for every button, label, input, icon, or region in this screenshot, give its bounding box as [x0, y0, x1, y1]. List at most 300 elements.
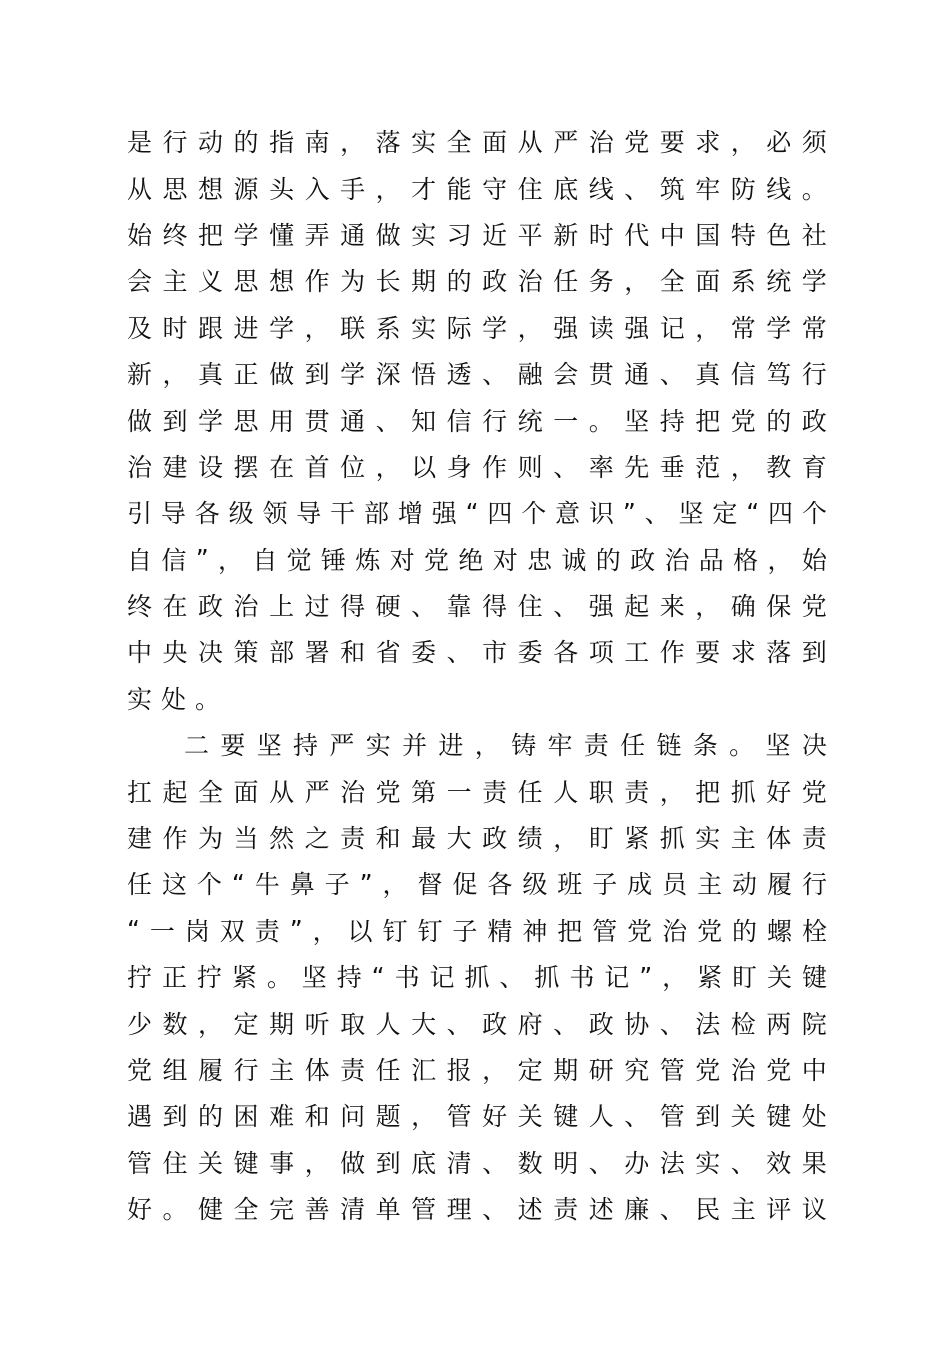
text-glyph: 治	[664, 545, 690, 575]
text-glyph: 党	[624, 128, 650, 158]
text-glyph: 署	[304, 638, 330, 668]
text-glyph: 持	[659, 406, 685, 436]
text-glyph: 联	[340, 313, 366, 343]
text-glyph: 须	[801, 128, 827, 158]
text-glyph: ”	[622, 497, 636, 527]
text-glyph: 领	[262, 499, 288, 529]
text-glyph: 、	[375, 406, 401, 436]
text-glyph: 能	[446, 174, 472, 204]
text-glyph: 想	[198, 174, 224, 204]
text-glyph: 治	[730, 1056, 756, 1085]
text-glyph: ，	[659, 777, 685, 807]
text-glyph: 责	[340, 1056, 366, 1085]
text-glyph: 坚	[765, 731, 791, 761]
text-glyph: 办	[624, 1148, 650, 1178]
text-glyph: 研	[588, 1056, 614, 1085]
text-glyph: 设	[198, 452, 224, 482]
text-line	[127, 999, 827, 1045]
text-line	[127, 675, 827, 721]
text-glyph: ，	[553, 824, 579, 854]
text-glyph: 关	[730, 1102, 756, 1132]
text-glyph: ，	[474, 731, 500, 761]
text-glyph: 定	[517, 1056, 543, 1085]
text-glyph: 。	[729, 731, 755, 761]
text-glyph: 知	[411, 406, 437, 436]
text-glyph: 责	[254, 916, 280, 946]
text-glyph: 格	[733, 545, 759, 575]
text-glyph: 确	[730, 592, 756, 622]
text-glyph: 和	[340, 638, 366, 668]
text-glyph: 平	[517, 220, 543, 250]
text-glyph: 神	[522, 916, 548, 946]
text-glyph: 书	[569, 963, 595, 993]
text-glyph: 指	[269, 128, 295, 158]
text-glyph: 政	[630, 545, 656, 575]
text-glyph: 理	[446, 1195, 472, 1225]
text-line	[127, 953, 827, 999]
text-glyph: 双	[219, 916, 245, 946]
text-glyph: ，	[767, 545, 793, 575]
text-glyph: 上	[269, 592, 295, 622]
text-glyph: 作	[162, 824, 188, 854]
text-glyph: 靠	[446, 592, 472, 622]
text-glyph: 得	[340, 592, 366, 622]
text-glyph: 铸	[511, 731, 537, 761]
text-glyph: 牢	[547, 731, 573, 761]
text-line	[127, 1185, 827, 1231]
text-glyph: ，	[217, 545, 243, 575]
text-glyph: 实	[695, 824, 721, 854]
text-glyph: 求	[695, 128, 721, 158]
text-glyph: 央	[162, 638, 188, 668]
text-line	[127, 582, 827, 628]
text-glyph: 治	[517, 267, 543, 297]
text-glyph: 首	[304, 452, 330, 482]
text-glyph: 责	[553, 1195, 579, 1225]
text-glyph: ，	[304, 313, 330, 343]
text-glyph: 清	[340, 1195, 366, 1225]
text-glyph: 先	[624, 452, 650, 482]
text-glyph: 党	[801, 777, 827, 807]
text-glyph: 、	[499, 963, 525, 993]
text-glyph: 的	[732, 916, 758, 946]
text-glyph: “	[371, 961, 385, 991]
text-line	[127, 536, 827, 582]
document-body	[127, 118, 827, 1231]
text-glyph: 健	[198, 1195, 224, 1225]
text-glyph: 关	[198, 1148, 224, 1178]
text-glyph: 明	[553, 1148, 579, 1178]
text-glyph: 面	[233, 777, 259, 807]
text-glyph: 任	[553, 267, 579, 297]
text-glyph: 盯	[588, 824, 614, 854]
text-glyph: 信	[730, 360, 756, 390]
text-glyph: 学	[198, 406, 224, 436]
text-glyph: 遇	[127, 1102, 153, 1132]
text-glyph: 主	[269, 1056, 295, 1085]
text-line	[127, 164, 827, 210]
text-glyph: 职	[588, 777, 614, 807]
text-glyph: 。	[162, 1195, 188, 1225]
paragraph-first-line	[127, 721, 827, 767]
text-glyph: 主	[730, 1195, 756, 1225]
text-glyph: 、	[624, 1102, 650, 1132]
text-glyph: 绝	[458, 545, 484, 575]
text-glyph: 中	[659, 220, 685, 250]
text-glyph: 做	[127, 406, 153, 436]
text-glyph: 盯	[732, 963, 758, 993]
text-glyph: ，	[695, 313, 721, 343]
text-line	[127, 814, 827, 860]
text-glyph: 。	[195, 684, 221, 714]
text-glyph: 到	[695, 1102, 721, 1132]
text-glyph: 坚	[678, 499, 704, 529]
text-glyph: 要	[220, 731, 246, 761]
text-glyph: 跟	[198, 313, 224, 343]
text-glyph: 正	[233, 360, 259, 390]
text-glyph: 市	[482, 638, 508, 668]
text-glyph: 终	[162, 220, 188, 250]
text-glyph: 必	[766, 128, 792, 158]
text-glyph: 思	[233, 406, 259, 436]
text-glyph: 期	[553, 1056, 579, 1085]
text-glyph: 委	[411, 638, 437, 668]
text-glyph: 学	[482, 313, 508, 343]
text-glyph: 自	[252, 545, 278, 575]
text-glyph: 、	[553, 1009, 579, 1039]
text-glyph: ，	[312, 916, 338, 946]
text-glyph: 增	[397, 499, 423, 529]
text-glyph: 炼	[355, 545, 381, 575]
text-glyph: 责	[583, 731, 609, 761]
text-glyph: 面	[482, 128, 508, 158]
text-glyph: 抓	[730, 777, 756, 807]
text-glyph: 管	[446, 1102, 472, 1132]
text-glyph: 的	[198, 1102, 224, 1132]
text-line	[127, 489, 827, 535]
text-glyph: 干	[330, 499, 356, 529]
text-glyph: 意	[555, 499, 581, 529]
text-line	[127, 304, 827, 350]
text-glyph: 果	[801, 1148, 827, 1178]
text-glyph: 记	[429, 963, 455, 993]
text-glyph: 法	[659, 1148, 685, 1178]
text-glyph: ”	[289, 915, 303, 945]
text-glyph: 、	[553, 452, 579, 482]
text-line	[127, 118, 827, 164]
text-glyph: 坚	[256, 731, 282, 761]
text-glyph: 作	[659, 638, 685, 668]
text-glyph: 政	[482, 267, 508, 297]
text-glyph: 期	[269, 1009, 295, 1039]
text-glyph: 取	[340, 1009, 366, 1039]
text-glyph: 头	[269, 174, 295, 204]
text-glyph: 实	[695, 1148, 721, 1178]
text-glyph: 筑	[659, 174, 685, 204]
text-glyph: 级	[522, 870, 548, 900]
text-glyph: 真	[198, 360, 224, 390]
text-glyph: 时	[588, 220, 614, 250]
text-glyph: 近	[482, 220, 508, 250]
text-glyph: 问	[340, 1102, 366, 1132]
text-glyph: 作	[304, 267, 330, 297]
text-glyph: 到	[162, 406, 188, 436]
text-glyph: 始	[127, 220, 153, 250]
text-glyph: 、	[482, 360, 508, 390]
text-glyph: 项	[588, 638, 614, 668]
text-glyph: 融	[517, 360, 543, 390]
text-glyph: 学	[766, 313, 792, 343]
text-glyph: 坚	[301, 963, 327, 993]
text-glyph: 党	[730, 406, 756, 436]
text-glyph: ，	[695, 592, 721, 622]
text-glyph: 府	[517, 1009, 543, 1039]
text-glyph: 起	[624, 592, 650, 622]
text-glyph: 率	[588, 452, 614, 482]
text-glyph: 党	[627, 916, 653, 946]
text-glyph: 完	[269, 1195, 295, 1225]
text-glyph: 严	[304, 777, 330, 807]
text-glyph: 党	[697, 916, 723, 946]
text-glyph: 全	[446, 128, 472, 158]
text-glyph: 政	[801, 406, 827, 436]
text-glyph: 大	[446, 824, 472, 854]
text-glyph: 员	[662, 870, 688, 900]
text-glyph: 并	[402, 731, 428, 761]
text-glyph: 贯	[588, 360, 614, 390]
text-glyph: 定	[712, 499, 738, 529]
text-glyph: 中	[801, 1056, 827, 1085]
text-glyph: 责	[340, 824, 366, 854]
text-glyph: 管	[411, 1195, 437, 1225]
text-glyph: 实	[411, 313, 437, 343]
text-glyph: 读	[588, 313, 614, 343]
text-glyph: 强	[588, 592, 614, 622]
text-glyph: 报	[446, 1056, 472, 1085]
text-glyph: 到	[304, 360, 330, 390]
text-glyph: 治	[127, 452, 153, 482]
text-glyph: 行	[482, 406, 508, 436]
text-glyph: 信	[161, 545, 187, 575]
text-glyph: 组	[162, 1056, 188, 1085]
text-glyph: 各	[487, 870, 513, 900]
text-glyph: 的	[595, 545, 621, 575]
text-glyph: 治	[340, 777, 366, 807]
text-glyph: 做	[340, 1148, 366, 1178]
text-glyph: 法	[695, 1009, 721, 1039]
text-glyph: 时	[162, 313, 188, 343]
text-glyph: 住	[517, 592, 543, 622]
text-glyph: 键	[553, 1102, 579, 1132]
text-glyph: 守	[482, 174, 508, 204]
text-glyph: 进	[233, 313, 259, 343]
text-glyph: 特	[730, 220, 756, 250]
text-glyph: 忠	[527, 545, 553, 575]
text-glyph: 线	[766, 174, 792, 204]
text-glyph: 统	[517, 406, 543, 436]
text-glyph: 单	[375, 1195, 401, 1225]
text-glyph: 条	[692, 731, 718, 761]
text-glyph: 把	[198, 220, 224, 250]
text-glyph: 处	[801, 1102, 827, 1132]
text-glyph: 引	[127, 499, 153, 529]
text-glyph: 决	[801, 731, 827, 761]
text-line	[127, 860, 827, 906]
text-glyph: 体	[766, 824, 792, 854]
text-glyph: 。	[588, 406, 614, 436]
text-glyph: 检	[730, 1009, 756, 1039]
text-glyph: 党	[766, 1056, 792, 1085]
text-glyph: 难	[269, 1102, 295, 1132]
text-glyph: 思	[162, 174, 188, 204]
text-glyph: 用	[269, 406, 295, 436]
text-glyph: 来	[659, 592, 685, 622]
text-glyph: 体	[304, 1056, 330, 1085]
text-glyph: 决	[198, 638, 224, 668]
text-glyph: 及	[127, 313, 153, 343]
text-glyph: 抓	[464, 963, 490, 993]
text-glyph: 述	[588, 1195, 614, 1225]
text-glyph: 履	[766, 870, 792, 900]
text-glyph: 底	[411, 1148, 437, 1178]
text-glyph: 学	[269, 313, 295, 343]
text-glyph: 则	[517, 452, 543, 482]
text-glyph: 各	[194, 499, 220, 529]
text-glyph: 行	[801, 870, 827, 900]
text-glyph: 政	[482, 1009, 508, 1039]
text-glyph: 好	[482, 1102, 508, 1132]
text-glyph: 起	[162, 777, 188, 807]
text-glyph: 子	[592, 870, 618, 900]
text-glyph: 处	[161, 684, 187, 714]
text-glyph: 促	[452, 870, 478, 900]
text-glyph: 通	[624, 360, 650, 390]
text-glyph: 个	[196, 870, 222, 900]
text-glyph: 系	[375, 313, 401, 343]
text-glyph: 书	[394, 963, 420, 993]
text-glyph: 好	[127, 1195, 153, 1225]
text-glyph: 究	[624, 1056, 650, 1085]
text-glyph: ，	[198, 1009, 224, 1039]
text-glyph: 才	[411, 174, 437, 204]
text-glyph: 垂	[659, 452, 685, 482]
text-glyph: 部	[364, 499, 390, 529]
text-glyph: 务	[588, 267, 614, 297]
text-glyph: 关	[517, 1102, 543, 1132]
text-glyph: 治	[233, 592, 259, 622]
text-glyph: 导	[296, 499, 322, 529]
text-glyph: 人	[553, 777, 579, 807]
text-glyph: ，	[482, 1056, 508, 1085]
text-glyph: 鼻	[289, 870, 315, 900]
text-glyph: 弄	[304, 220, 330, 250]
text-glyph: 实	[365, 731, 391, 761]
text-glyph: 悟	[411, 360, 437, 390]
text-glyph: 期	[411, 267, 437, 297]
text-glyph: ，	[730, 128, 756, 158]
text-glyph: 线	[588, 174, 614, 204]
text-glyph: 管	[659, 1102, 685, 1132]
text-glyph: 实	[127, 684, 153, 714]
text-glyph: 到	[801, 638, 827, 668]
text-glyph: 四	[768, 499, 794, 529]
text-glyph: 住	[162, 1148, 188, 1178]
text-glyph: 定	[233, 1009, 259, 1039]
text-glyph: 要	[659, 128, 685, 158]
text-glyph: 和	[375, 824, 401, 854]
text-glyph: 少	[127, 1009, 153, 1039]
text-glyph: 主	[730, 824, 756, 854]
text-glyph: 以	[411, 452, 437, 482]
text-glyph: 会	[553, 360, 579, 390]
text-glyph: 新	[553, 220, 579, 250]
text-glyph: 要	[695, 638, 721, 668]
text-glyph: 党	[127, 1056, 153, 1085]
text-glyph: 党	[375, 777, 401, 807]
text-glyph: 题	[375, 1102, 401, 1132]
text-glyph: 觉	[286, 545, 312, 575]
text-glyph: 一	[149, 916, 175, 946]
text-glyph: 、	[659, 360, 685, 390]
text-glyph: 社	[801, 220, 827, 250]
text-glyph: 、	[482, 1195, 508, 1225]
text-glyph: 汇	[411, 1056, 437, 1085]
text-glyph: 自	[127, 545, 153, 575]
text-glyph: 是	[127, 128, 153, 158]
text-glyph: 求	[730, 638, 756, 668]
text-glyph: “	[746, 497, 760, 527]
text-glyph: 扛	[127, 777, 153, 807]
text-glyph: 想	[269, 267, 295, 297]
text-glyph: 建	[162, 452, 188, 482]
text-glyph: 系	[730, 267, 756, 297]
text-glyph: 中	[127, 638, 153, 668]
text-glyph: 精	[487, 916, 513, 946]
text-glyph: 品	[698, 545, 724, 575]
text-glyph: 党	[695, 1056, 721, 1085]
text-glyph: 子	[452, 916, 478, 946]
text-glyph: 、	[730, 1148, 756, 1178]
text-glyph: ”	[639, 961, 653, 991]
text-glyph: 两	[766, 1009, 792, 1039]
text-glyph: 之	[304, 824, 330, 854]
text-glyph: 实	[411, 220, 437, 250]
text-glyph: 底	[553, 174, 579, 204]
text-glyph: 统	[766, 267, 792, 297]
text-glyph: 强	[553, 313, 579, 343]
text-glyph: 常	[801, 313, 827, 343]
text-glyph: 源	[233, 174, 259, 204]
text-glyph: “	[127, 915, 140, 945]
text-glyph: 通	[340, 220, 366, 250]
text-glyph: ，	[411, 1102, 437, 1132]
text-glyph: 硬	[375, 592, 401, 622]
text-glyph: 。	[266, 963, 292, 993]
text-glyph: 牢	[695, 174, 721, 204]
text-glyph: 管	[127, 1148, 153, 1178]
text-glyph: 诚	[561, 545, 587, 575]
text-glyph: 在	[269, 452, 295, 482]
text-glyph: 管	[659, 1056, 685, 1085]
text-glyph: 国	[695, 220, 721, 250]
text-glyph: 、	[482, 1148, 508, 1178]
text-glyph: 的	[766, 406, 792, 436]
text-glyph: 、	[659, 1195, 685, 1225]
text-glyph: 听	[304, 1009, 330, 1039]
text-glyph: 教	[766, 452, 792, 482]
text-glyph: 色	[766, 220, 792, 250]
text-glyph: 懂	[269, 220, 295, 250]
